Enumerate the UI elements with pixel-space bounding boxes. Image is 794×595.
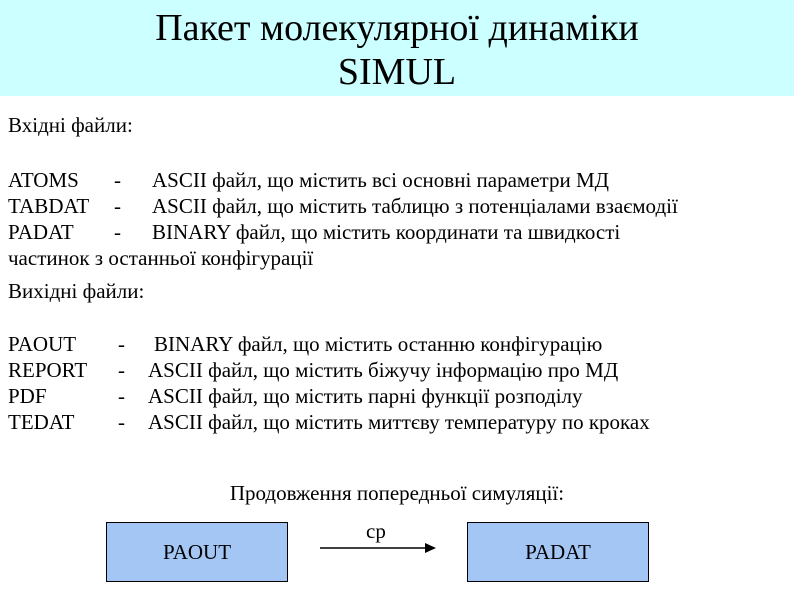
file-dash: - bbox=[114, 220, 121, 244]
file-description: ASCII файл, що містить миттєву температуру по кроках bbox=[148, 410, 650, 434]
file-description: ASCII файл, що містить таблицю з потенціалами взаємодії bbox=[152, 194, 678, 218]
arrow-right-icon bbox=[320, 542, 436, 554]
file-name: REPORT bbox=[8, 358, 88, 382]
file-description: BINARY файл, що містить координати та швидкості bbox=[152, 220, 621, 244]
input-files-heading: Вхідні файли: bbox=[8, 113, 133, 137]
file-dash: - bbox=[114, 194, 121, 218]
file-name: TABDAT bbox=[8, 194, 90, 218]
file-name: PDF bbox=[8, 384, 47, 408]
file-name: TEDAT bbox=[8, 410, 75, 434]
file-dash: - bbox=[118, 410, 125, 434]
file-dash: - bbox=[118, 384, 125, 408]
file-name: PAOUT bbox=[8, 332, 77, 356]
source-file-label: PAOUT bbox=[162, 539, 232, 564]
title-band bbox=[0, 0, 794, 96]
file-name: ATOMS bbox=[8, 168, 79, 192]
file-dash: - bbox=[118, 332, 125, 356]
source-file-box bbox=[106, 522, 288, 582]
file-dash: - bbox=[118, 358, 125, 382]
copy-command-label: cp bbox=[366, 519, 386, 543]
output-files-heading: Вихідні файли: bbox=[8, 279, 145, 303]
continuation-note: Продовження попередньої симуляції: bbox=[229, 481, 565, 505]
target-file-box bbox=[467, 522, 649, 582]
target-file-label: PADAT bbox=[525, 539, 591, 564]
file-description: ASCII файл, що містить всі основні параметри МД bbox=[152, 168, 609, 192]
file-description: BINARY файл, що містить останню конфігурацію bbox=[154, 332, 603, 356]
input-file-continuation: частинок з останньої конфігурації bbox=[8, 246, 314, 270]
page-subtitle: SIMUL bbox=[337, 51, 457, 93]
page-title: Пакет молекулярної динаміки bbox=[155, 7, 639, 49]
file-description: ASCII файл, що містить біжучу інформацію про МД bbox=[148, 358, 619, 382]
file-name: PADAT bbox=[8, 220, 74, 244]
file-dash: - bbox=[114, 168, 121, 192]
file-description: ASCII файл, що містить парні функції розподілу bbox=[148, 384, 583, 408]
